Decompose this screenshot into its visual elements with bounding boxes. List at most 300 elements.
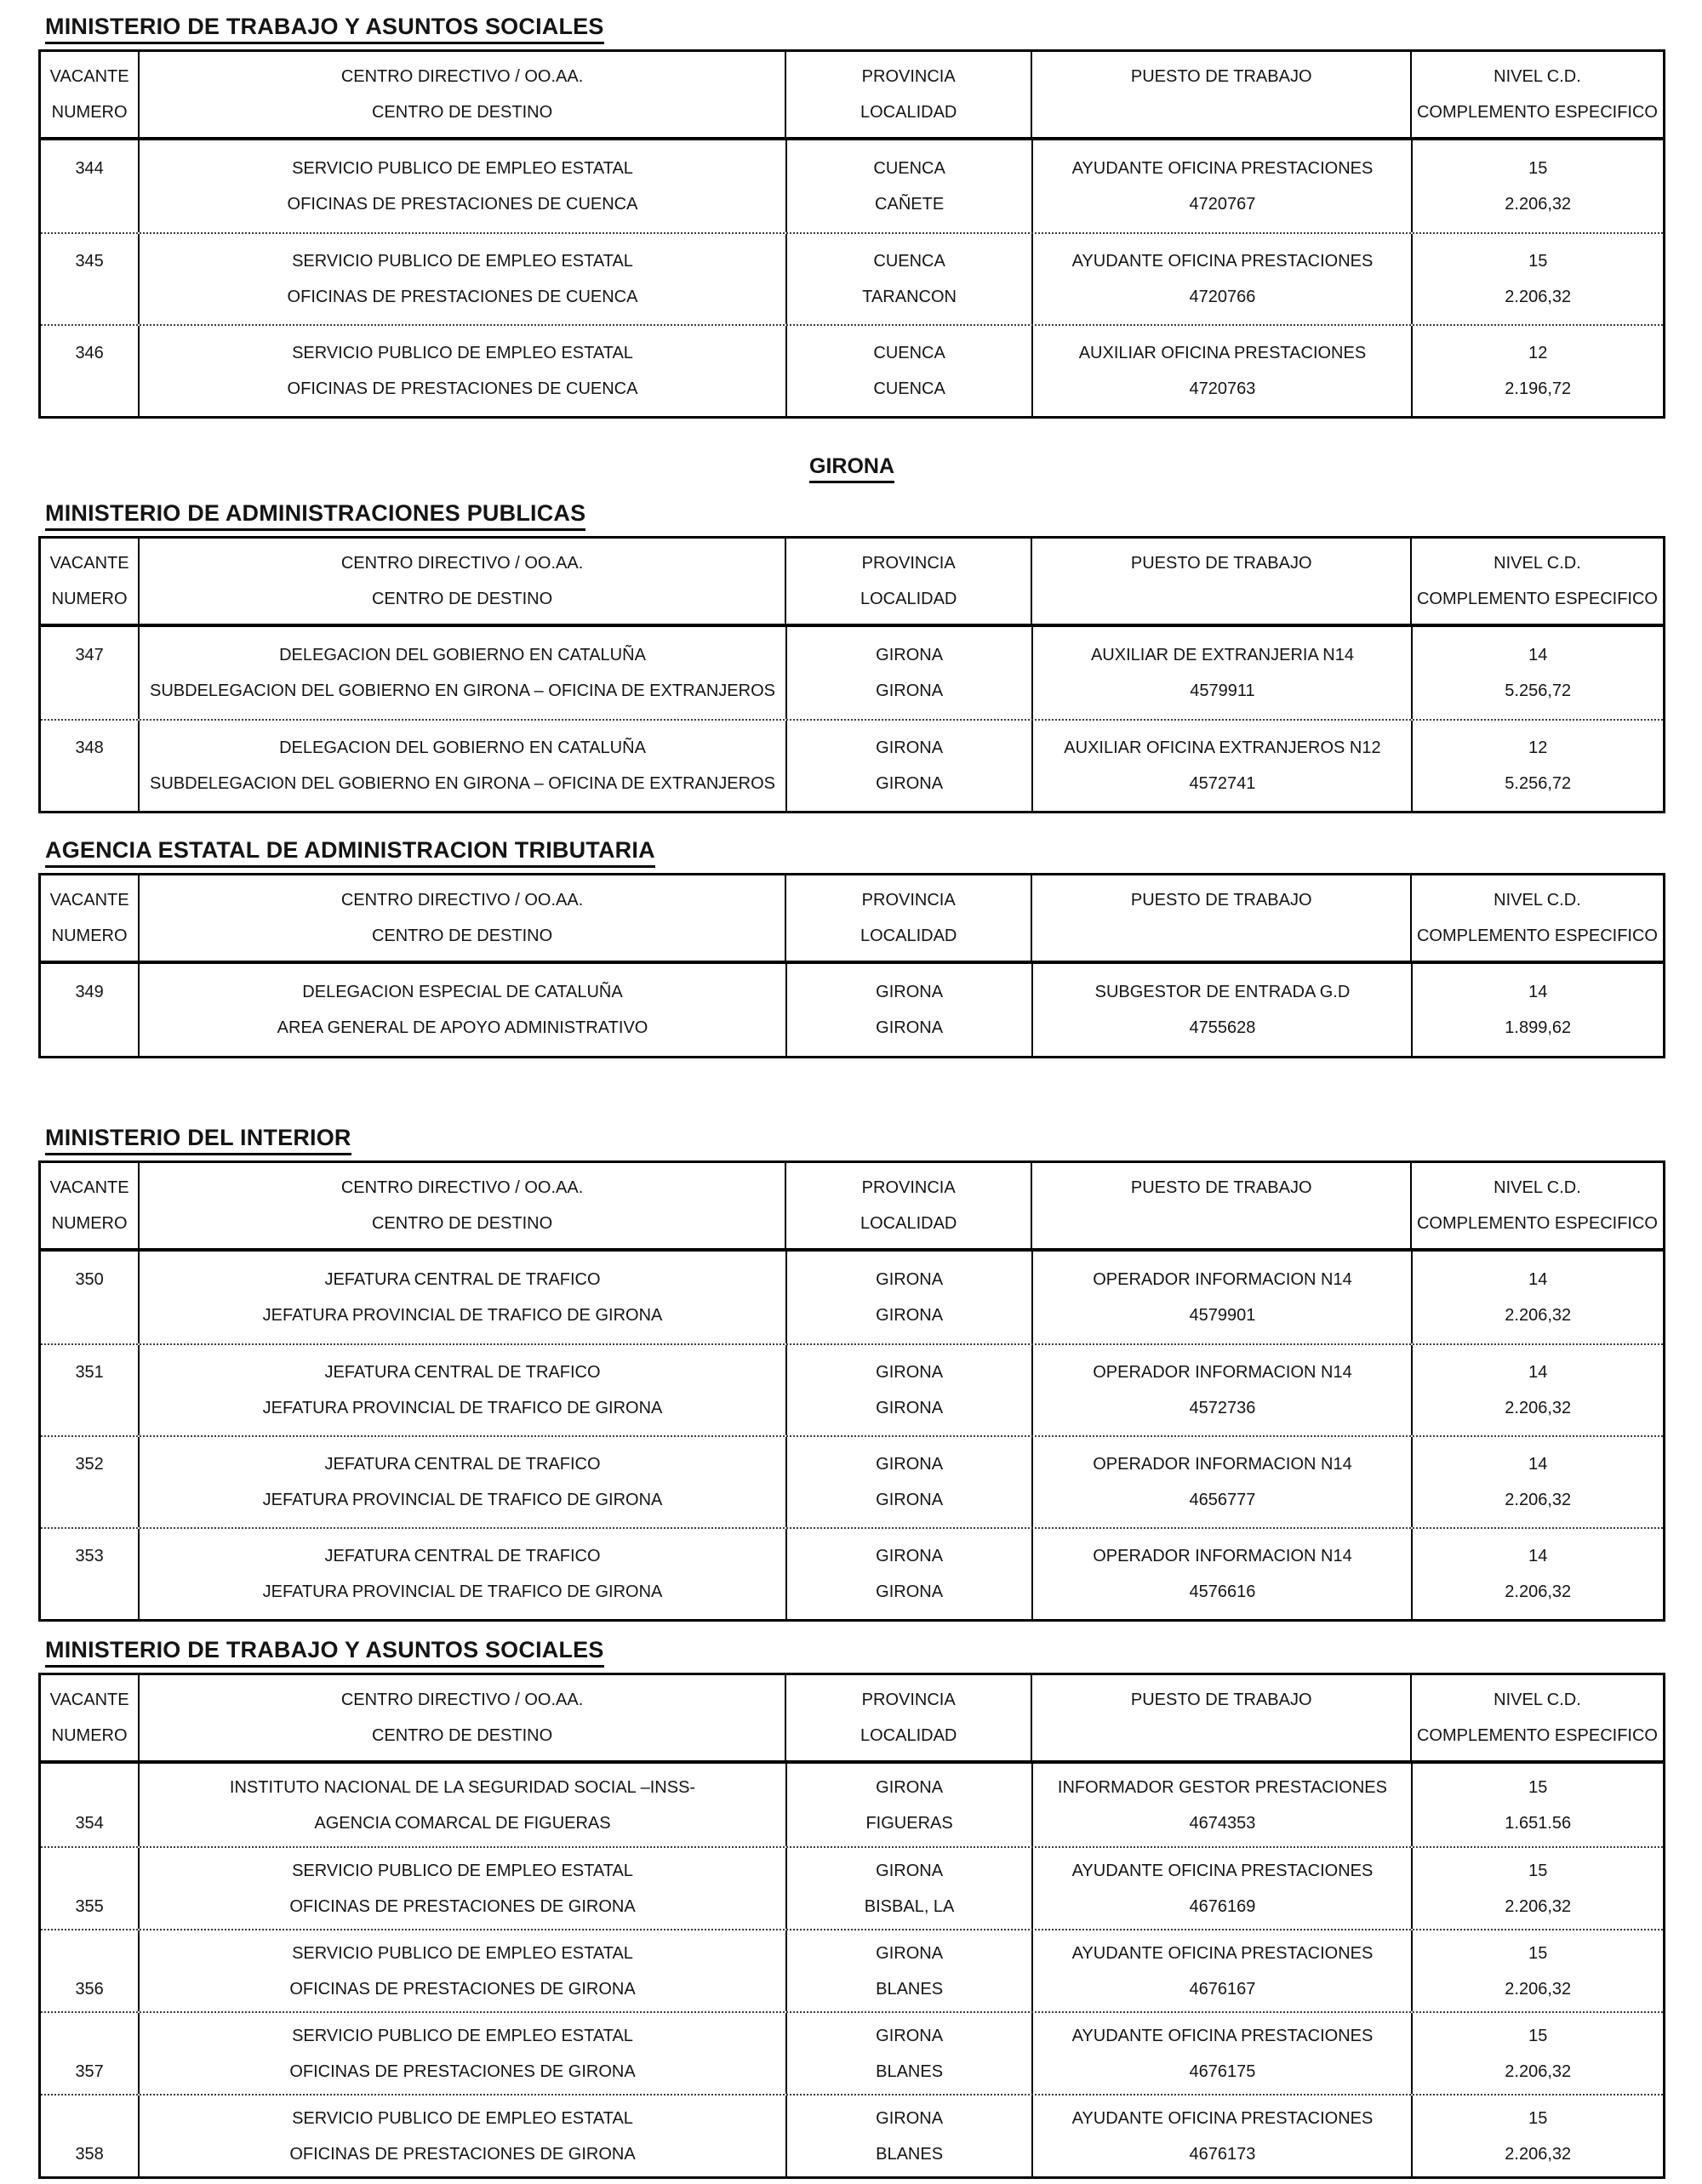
header-puesto	[1032, 1163, 1412, 1248]
table-header-row	[41, 1163, 1663, 1252]
vacante-numero	[41, 721, 140, 811]
heading-text: MINISTERIO DE TRABAJO Y ASUNTOS SOCIALES	[45, 14, 604, 44]
localidad: GIRONA	[876, 1582, 944, 1601]
localidad: BLANES	[876, 1979, 944, 1999]
header-nivel: NIVEL C.D.	[1494, 891, 1581, 910]
header-nivel: NIVEL C.D.	[1494, 67, 1581, 86]
complemento-especifico: 2.206,32	[1505, 1399, 1572, 1417]
centro-destino: OFICINAS DE PRESTACIONES DE GIRONA	[289, 2144, 636, 2164]
puesto-trabajo: INFORMADOR GESTOR PRESTACIONES	[1057, 1777, 1387, 1797]
puesto-trabajo: OPERADOR INFORMACION N14	[1093, 1270, 1352, 1289]
heading-text: MINISTERIO DEL INTERIOR	[45, 1125, 351, 1155]
header-provincia-localidad	[786, 52, 1032, 137]
provincia: CUENCA	[873, 159, 945, 178]
header-puesto-trabajo: PUESTO DE TRABAJO	[1130, 67, 1312, 86]
header-puesto-trabajo: PUESTO DE TRABAJO	[1130, 1691, 1312, 1709]
localidad: GIRONA	[876, 1018, 944, 1037]
header-nivel-complemento	[1412, 539, 1663, 624]
puesto-cell	[1033, 2096, 1413, 2176]
vacancy-number: 358	[75, 2144, 104, 2164]
complemento-especifico: 2.206,32	[1505, 288, 1572, 306]
vacancy-row-348	[41, 719, 1663, 811]
nivel-cd: 14	[1528, 983, 1548, 1001]
nivel-cd: 15	[1528, 252, 1548, 271]
header-localidad: LOCALIDAD	[860, 1726, 957, 1745]
centro-directivo: DELEGACION DEL GOBIERNO EN CATALUÑA	[279, 646, 646, 664]
centro-cell	[140, 2096, 786, 2176]
puesto-codigo: 4755628	[1189, 1018, 1256, 1037]
centro-cell	[140, 140, 786, 232]
centro-directivo: DELEGACION DEL GOBIERNO EN CATALUÑA	[279, 738, 646, 757]
heading-text: AGENCIA ESTATAL DE ADMINISTRACION TRIBUTARIA	[45, 837, 655, 868]
provincia: CUENCA	[873, 344, 945, 362]
puesto-codigo: 4576616	[1189, 1582, 1256, 1601]
puesto-codigo: 4572741	[1189, 774, 1256, 793]
vacancy-row-352	[41, 1435, 1663, 1527]
vacante-numero	[41, 627, 140, 719]
puesto-trabajo: AYUDANTE OFICINA PRESTACIONES	[1071, 2026, 1374, 2045]
provincia-cell	[787, 1848, 1034, 1929]
vacancy-row-351	[41, 1343, 1663, 1435]
provincia: GIRONA	[876, 1861, 944, 1880]
puesto-trabajo: AYUDANTE OFICINA PRESTACIONES	[1071, 159, 1374, 178]
puesto-trabajo: OPERADOR INFORMACION N14	[1093, 1455, 1352, 1474]
header-localidad: LOCALIDAD	[860, 590, 957, 608]
centro-destino: SUBDELEGACION DEL GOBIERNO EN GIRONA – OFICINA DE EXTRANJEROS	[150, 681, 775, 700]
nivel-cell	[1413, 1529, 1663, 1619]
complemento-especifico: 2.206,32	[1505, 1306, 1572, 1325]
centro-directivo: SERVICIO PUBLICO DE EMPLEO ESTATAL	[292, 2026, 633, 2045]
centro-directivo: DELEGACION ESPECIAL DE CATALUÑA	[302, 983, 623, 1001]
complemento-especifico: 2.206,32	[1505, 1491, 1572, 1509]
centro-cell	[140, 2013, 786, 2094]
nivel-cell	[1413, 326, 1663, 416]
table-header-row	[41, 1675, 1663, 1764]
puesto-cell	[1033, 234, 1413, 324]
centro-destino: JEFATURA PROVINCIAL DE TRAFICO DE GIRONA	[262, 1399, 663, 1417]
header-nivel: NIVEL C.D.	[1494, 1691, 1581, 1709]
heading-text: MINISTERIO DE TRABAJO Y ASUNTOS SOCIALES	[45, 1637, 604, 1668]
nivel-cd: 15	[1528, 2026, 1548, 2045]
header-vacante-numero	[41, 1163, 140, 1248]
vacancy-number: 345	[75, 252, 104, 271]
header-complemento: COMPLEMENTO ESPECIFICO	[1416, 103, 1658, 122]
nivel-cell	[1413, 964, 1663, 1056]
provincia-cell	[787, 1345, 1034, 1435]
centro-cell	[140, 1529, 786, 1619]
vacancies-table-5	[38, 1673, 1665, 2179]
header-centro-destino: CENTRO DE DESTINO	[371, 1214, 553, 1233]
vacante-numero	[41, 1764, 140, 1846]
header-centro	[140, 1675, 786, 1760]
puesto-codigo: 4720763	[1189, 379, 1256, 398]
header-nivel-complemento	[1412, 52, 1663, 137]
vacante-numero	[41, 1252, 140, 1343]
header-nivel-complemento	[1412, 875, 1663, 961]
vacante-numero	[41, 2096, 140, 2176]
puesto-cell	[1033, 1848, 1413, 1929]
province-heading-girona	[38, 454, 1665, 483]
nivel-cell	[1413, 627, 1663, 719]
table-header-row	[41, 52, 1663, 140]
puesto-trabajo: AYUDANTE OFICINA PRESTACIONES	[1071, 252, 1374, 271]
nivel-cd: 15	[1528, 159, 1548, 178]
localidad: TARANCON	[862, 288, 957, 306]
centro-destino: OFICINAS DE PRESTACIONES DE CUENCA	[287, 379, 638, 398]
vacancy-number: 356	[75, 1979, 104, 1999]
heading-ministerio-trabajo-1	[45, 14, 1665, 44]
vacancy-row-345	[41, 232, 1663, 324]
nivel-cd: 15	[1528, 1777, 1548, 1797]
puesto-cell	[1033, 2013, 1413, 2094]
provincia: GIRONA	[876, 1943, 944, 1963]
puesto-trabajo: AUXILIAR DE EXTRANJERIA N14	[1090, 646, 1354, 664]
vacante-numero	[41, 326, 140, 416]
centro-destino: SUBDELEGACION DEL GOBIERNO EN GIRONA – OFICINA DE EXTRANJEROS	[150, 774, 775, 793]
vacancy-number: 357	[75, 2061, 104, 2081]
header-provincia: PROVINCIA	[861, 1178, 956, 1197]
centro-directivo: INSTITUTO NACIONAL DE LA SEGURIDAD SOCIAL –INSS-	[229, 1777, 696, 1797]
vacancy-number: 353	[75, 1547, 104, 1565]
provincia: GIRONA	[876, 1777, 944, 1797]
puesto-trabajo: OPERADOR INFORMACION N14	[1093, 1547, 1352, 1565]
puesto-codigo: 4676169	[1189, 1896, 1256, 1916]
complemento-especifico: 5.256,72	[1505, 681, 1572, 700]
header-localidad: LOCALIDAD	[860, 1214, 957, 1233]
nivel-cell	[1413, 1345, 1663, 1435]
complemento-especifico: 1.651.56	[1505, 1813, 1572, 1833]
header-nivel-complemento	[1412, 1675, 1663, 1760]
header-centro-directivo: CENTRO DIRECTIVO / OO.AA.	[340, 1691, 584, 1709]
header-nivel: NIVEL C.D.	[1494, 1178, 1581, 1197]
vacancies-table-3	[38, 873, 1665, 1058]
vacancy-number: 355	[75, 1896, 104, 1916]
puesto-cell	[1033, 1345, 1413, 1435]
complemento-especifico: 2.206,32	[1505, 1979, 1572, 1999]
header-vacante: VACANTE	[49, 554, 129, 573]
localidad: BLANES	[876, 2144, 944, 2164]
vacancy-row-344	[41, 140, 1663, 232]
vacancy-number: 351	[75, 1363, 104, 1382]
vacancy-number: 347	[75, 646, 104, 664]
header-complemento: COMPLEMENTO ESPECIFICO	[1416, 590, 1658, 608]
puesto-codigo: 4579911	[1190, 681, 1255, 700]
puesto-trabajo: AUXILIAR OFICINA PRESTACIONES	[1078, 344, 1367, 362]
vacante-numero	[41, 1437, 140, 1527]
vacante-numero	[41, 234, 140, 324]
puesto-trabajo: AYUDANTE OFICINA PRESTACIONES	[1071, 2108, 1374, 2128]
provincia: GIRONA	[876, 983, 944, 1001]
header-centro-directivo: CENTRO DIRECTIVO / OO.AA.	[340, 554, 584, 573]
centro-directivo: JEFATURA CENTRAL DE TRAFICO	[324, 1270, 601, 1289]
header-provincia-localidad	[786, 539, 1032, 624]
provincia: GIRONA	[876, 1270, 944, 1289]
centro-destino: OFICINAS DE PRESTACIONES DE GIRONA	[289, 2061, 636, 2081]
nivel-cell	[1413, 1848, 1663, 1929]
localidad: GIRONA	[876, 681, 944, 700]
vacancy-row-346	[41, 324, 1663, 416]
vacancy-number: 350	[75, 1270, 104, 1289]
centro-directivo: SERVICIO PUBLICO DE EMPLEO ESTATAL	[292, 344, 633, 362]
provincia-cell	[787, 1437, 1034, 1527]
header-centro-directivo: CENTRO DIRECTIVO / OO.AA.	[340, 67, 584, 86]
complemento-especifico: 2.196,72	[1505, 379, 1572, 398]
provincia: GIRONA	[876, 738, 944, 757]
table-header-row	[41, 875, 1663, 964]
nivel-cd: 12	[1528, 344, 1548, 362]
puesto-trabajo: AYUDANTE OFICINA PRESTACIONES	[1071, 1943, 1374, 1963]
vacancy-number: 348	[75, 738, 104, 757]
header-complemento: COMPLEMENTO ESPECIFICO	[1416, 927, 1658, 945]
provincia-cell	[787, 964, 1034, 1056]
centro-cell	[140, 1930, 786, 2011]
nivel-cd: 14	[1528, 1547, 1548, 1565]
nivel-cell	[1413, 1252, 1663, 1343]
nivel-cd: 15	[1528, 1943, 1548, 1963]
centro-destino: OFICINAS DE PRESTACIONES DE CUENCA	[287, 288, 638, 306]
centro-destino: OFICINAS DE PRESTACIONES DE CUENCA	[287, 195, 638, 214]
nivel-cell	[1413, 1764, 1663, 1846]
header-numero: NUMERO	[51, 1214, 128, 1233]
centro-directivo: SERVICIO PUBLICO DE EMPLEO ESTATAL	[292, 2108, 633, 2128]
provincia: GIRONA	[876, 1455, 944, 1474]
puesto-cell	[1033, 627, 1413, 719]
vacante-numero	[41, 2013, 140, 2094]
header-vacante: VACANTE	[49, 1178, 129, 1197]
complemento-especifico: 2.206,32	[1505, 2144, 1572, 2164]
centro-destino: OFICINAS DE PRESTACIONES DE GIRONA	[289, 1979, 636, 1999]
header-vacante: VACANTE	[49, 67, 129, 86]
heading-ministerio-administraciones	[45, 500, 1665, 531]
header-centro	[140, 539, 786, 624]
nivel-cd: 15	[1528, 2108, 1548, 2128]
vacancy-number: 352	[75, 1455, 104, 1474]
puesto-cell	[1033, 1437, 1413, 1527]
header-centro-directivo: CENTRO DIRECTIVO / OO.AA.	[340, 891, 584, 910]
header-nivel-complemento	[1412, 1163, 1663, 1248]
puesto-trabajo: OPERADOR INFORMACION N14	[1093, 1363, 1352, 1382]
puesto-cell	[1033, 1252, 1413, 1343]
vacante-numero	[41, 140, 140, 232]
centro-directivo: SERVICIO PUBLICO DE EMPLEO ESTATAL	[292, 252, 633, 271]
vacancy-row-353	[41, 1527, 1663, 1619]
vacancy-row-347	[41, 627, 1663, 719]
vacante-numero	[41, 1345, 140, 1435]
provincia-cell	[787, 1930, 1034, 2011]
centro-directivo: SERVICIO PUBLICO DE EMPLEO ESTATAL	[292, 1861, 633, 1880]
header-complemento: COMPLEMENTO ESPECIFICO	[1416, 1214, 1658, 1233]
puesto-trabajo: AYUDANTE OFICINA PRESTACIONES	[1071, 1861, 1374, 1880]
heading-agencia-tributaria	[45, 837, 1665, 868]
vacancy-row-356	[41, 1929, 1663, 2011]
vacante-numero	[41, 1848, 140, 1929]
centro-directivo: JEFATURA CENTRAL DE TRAFICO	[324, 1363, 601, 1382]
centro-cell	[140, 1252, 786, 1343]
header-centro-destino: CENTRO DE DESTINO	[371, 927, 553, 945]
header-provincia-localidad	[786, 1163, 1032, 1248]
centro-cell	[140, 964, 786, 1056]
nivel-cell	[1413, 1437, 1663, 1527]
centro-directivo: JEFATURA CENTRAL DE TRAFICO	[324, 1547, 601, 1565]
centro-destino: JEFATURA PROVINCIAL DE TRAFICO DE GIRONA	[262, 1306, 663, 1325]
provincia: GIRONA	[876, 1547, 944, 1565]
nivel-cell	[1413, 2096, 1663, 2176]
provincia-cell	[787, 2096, 1034, 2176]
vacancy-row-354	[41, 1764, 1663, 1846]
header-provincia: PROVINCIA	[861, 554, 956, 573]
header-numero: NUMERO	[51, 927, 128, 945]
header-numero: NUMERO	[51, 1726, 128, 1745]
header-centro-destino: CENTRO DE DESTINO	[371, 1726, 553, 1745]
heading-ministerio-interior	[45, 1125, 1665, 1155]
header-vacante: VACANTE	[49, 1691, 129, 1709]
provincia-cell	[787, 1764, 1034, 1846]
puesto-codigo: 4579901	[1189, 1306, 1256, 1325]
header-vacante: VACANTE	[49, 891, 129, 910]
header-puesto-trabajo: PUESTO DE TRABAJO	[1130, 891, 1312, 910]
header-numero: NUMERO	[51, 590, 128, 608]
provincia-cell	[787, 1529, 1034, 1619]
header-vacante-numero	[41, 52, 140, 137]
header-puesto	[1032, 539, 1412, 624]
localidad: GIRONA	[876, 1306, 944, 1325]
provincia-cell	[787, 140, 1034, 232]
provincia: CUENCA	[873, 252, 945, 271]
header-nivel: NIVEL C.D.	[1494, 554, 1581, 573]
provincia-cell	[787, 326, 1034, 416]
complemento-especifico: 2.206,32	[1505, 2061, 1572, 2081]
provincia: GIRONA	[876, 646, 944, 664]
localidad: BLANES	[876, 2061, 944, 2081]
header-puesto	[1032, 52, 1412, 137]
complemento-especifico: 2.206,32	[1505, 195, 1572, 214]
puesto-cell	[1033, 1930, 1413, 2011]
puesto-codigo: 4572736	[1189, 1399, 1256, 1417]
centro-directivo: JEFATURA CENTRAL DE TRAFICO	[324, 1455, 601, 1474]
puesto-codigo: 4720767	[1189, 195, 1256, 214]
vacancy-number: 344	[75, 159, 104, 178]
header-provincia-localidad	[786, 1675, 1032, 1760]
vacancy-row-357	[41, 2011, 1663, 2094]
centro-cell	[140, 721, 786, 811]
nivel-cd: 14	[1528, 1363, 1548, 1382]
provincia-cell	[787, 627, 1034, 719]
centro-destino: AREA GENERAL DE APOYO ADMINISTRATIVO	[277, 1018, 648, 1037]
puesto-cell	[1033, 140, 1413, 232]
localidad: CAÑETE	[875, 195, 945, 214]
puesto-trabajo: AUXILIAR OFICINA EXTRANJEROS N12	[1064, 738, 1381, 757]
nivel-cell	[1413, 721, 1663, 811]
header-puesto-trabajo: PUESTO DE TRABAJO	[1130, 1178, 1312, 1197]
province-heading-text: GIRONA	[809, 454, 894, 483]
header-centro	[140, 875, 786, 961]
vacancy-number: 346	[75, 344, 104, 362]
nivel-cell	[1413, 234, 1663, 324]
header-centro-destino: CENTRO DE DESTINO	[371, 103, 553, 122]
puesto-trabajo: SUBGESTOR DE ENTRADA G.D	[1094, 983, 1351, 1001]
heading-ministerio-trabajo-2	[45, 1637, 1665, 1668]
puesto-codigo: 4720766	[1189, 288, 1256, 306]
provincia-cell	[787, 721, 1034, 811]
heading-text: MINISTERIO DE ADMINISTRACIONES PUBLICAS	[45, 500, 585, 531]
provincia-cell	[787, 2013, 1034, 2094]
nivel-cd: 14	[1528, 646, 1548, 664]
provincia-cell	[787, 234, 1034, 324]
vacancy-row-358	[41, 2094, 1663, 2176]
vacancies-table-1	[38, 49, 1665, 419]
nivel-cell	[1413, 2013, 1663, 2094]
nivel-cd: 12	[1528, 738, 1548, 757]
vacante-numero	[41, 1930, 140, 2011]
localidad: FIGUERAS	[865, 1813, 953, 1833]
centro-cell	[140, 234, 786, 324]
header-centro-directivo: CENTRO DIRECTIVO / OO.AA.	[340, 1178, 584, 1197]
header-provincia: PROVINCIA	[861, 1691, 956, 1709]
provincia: GIRONA	[876, 1363, 944, 1382]
puesto-cell	[1033, 326, 1413, 416]
centro-directivo: SERVICIO PUBLICO DE EMPLEO ESTATAL	[292, 1943, 633, 1963]
vacancy-number: 349	[75, 983, 104, 1001]
header-numero: NUMERO	[51, 103, 128, 122]
header-centro	[140, 52, 786, 137]
header-provincia-localidad	[786, 875, 1032, 961]
puesto-codigo: 4676173	[1189, 2144, 1256, 2164]
header-vacante-numero	[41, 539, 140, 624]
complemento-especifico: 5.256,72	[1505, 774, 1572, 793]
complemento-especifico: 1.899,62	[1505, 1018, 1572, 1037]
complemento-especifico: 2.206,32	[1505, 1582, 1572, 1601]
provincia-cell	[787, 1252, 1034, 1343]
centro-destino: JEFATURA PROVINCIAL DE TRAFICO DE GIRONA	[262, 1582, 663, 1601]
centro-destino: JEFATURA PROVINCIAL DE TRAFICO DE GIRONA	[262, 1491, 663, 1509]
localidad: BISBAL, LA	[864, 1896, 955, 1916]
puesto-codigo: 4674353	[1189, 1813, 1256, 1833]
centro-destino: AGENCIA COMARCAL DE FIGUERAS	[314, 1813, 611, 1833]
nivel-cell	[1413, 1930, 1663, 2011]
centro-cell	[140, 326, 786, 416]
nivel-cd: 15	[1528, 1861, 1548, 1880]
centro-destino: OFICINAS DE PRESTACIONES DE GIRONA	[289, 1896, 636, 1916]
provincia: GIRONA	[876, 2108, 944, 2128]
provincia: GIRONA	[876, 2026, 944, 2045]
header-puesto	[1032, 875, 1412, 961]
vacante-numero	[41, 1529, 140, 1619]
header-puesto-trabajo: PUESTO DE TRABAJO	[1130, 554, 1312, 573]
puesto-cell	[1033, 964, 1413, 1056]
centro-cell	[140, 1437, 786, 1527]
vacancies-table-4	[38, 1160, 1665, 1622]
puesto-codigo: 4676175	[1189, 2061, 1256, 2081]
header-puesto	[1032, 1675, 1412, 1760]
puesto-codigo: 4656777	[1189, 1491, 1256, 1509]
header-centro	[140, 1163, 786, 1248]
centro-cell	[140, 1848, 786, 1929]
puesto-cell	[1033, 1764, 1413, 1846]
header-vacante-numero	[41, 875, 140, 961]
header-localidad: LOCALIDAD	[860, 103, 957, 122]
vacancy-row-350	[41, 1252, 1663, 1343]
header-provincia: PROVINCIA	[861, 891, 956, 910]
nivel-cd: 14	[1528, 1270, 1548, 1289]
header-centro-destino: CENTRO DE DESTINO	[371, 590, 553, 608]
centro-cell	[140, 627, 786, 719]
centro-directivo: SERVICIO PUBLICO DE EMPLEO ESTATAL	[292, 159, 633, 178]
nivel-cell	[1413, 140, 1663, 232]
vacante-numero	[41, 964, 140, 1056]
complemento-especifico: 2.206,32	[1505, 1896, 1572, 1916]
centro-cell	[140, 1345, 786, 1435]
nivel-cd: 14	[1528, 1455, 1548, 1474]
